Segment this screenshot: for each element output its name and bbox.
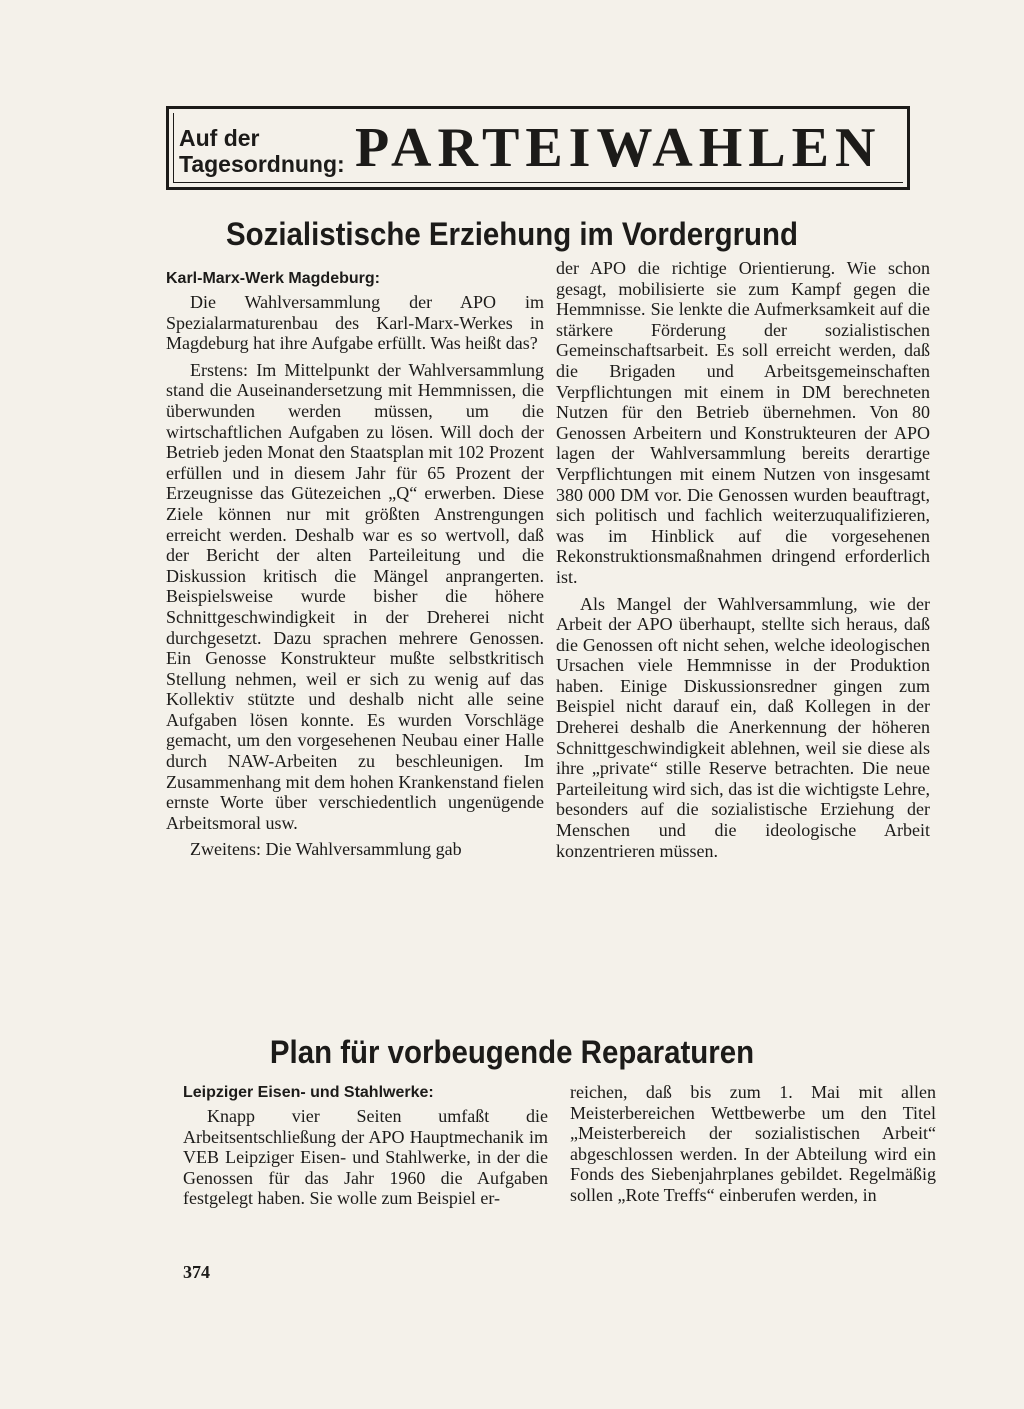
masthead-kicker: Auf der Tagesordnung: [179, 125, 345, 177]
paragraph: Zweitens: Die Wahlversammlung gab [190, 839, 462, 860]
article-2-headline: Plan für vorbeugende Reparaturen [269, 1034, 755, 1070]
paragraph: Erstens: Im Mittelpunkt der Wahlversammlung stand die Auseinandersetzung mit Hemmnissen, die überwunden werden müssen, um die wirtschaftlichen Aufgaben zu lösen. Will doch der Betrieb jeden Monat den Staatsplan mit 102 Prozent erfüllen und in diesem Jahr für 65 Prozent der Erzeugnisse das Gütezeichen „Q“ erwerben. Diese Ziele können nur mit größten Anstrengungen erreicht werden. Deshalb war es so wertvoll, daß der Bericht der alten Parteileitung und die Diskussion kritisch die Mängel anprangerten. Beispielsweise wurde bisher die höhere Schnittgeschwindigkeit in der Dreherei nicht durchgesetzt. Dazu sprachen mehrere Genossen. Ein Genosse Konstrukteur mußte selbstkritisch Stellung nehmen, weil er sich zu wenig auf das Kollektiv stützte und deshalb nicht alle seine Aufgaben lösen konnte. Es wurden Vorschläge gemacht, um den vorgesehenen Neubau einer Halle durch NAW-Arbeiten zu beschleunigen. Im Zusammenhang mit dem hohen Krankenstand fielen ernste Worte über verschiedentlich ungenügende Arbeitsmoral usw. [166, 359, 544, 833]
paragraph: Die Wahlversammlung der APO im Spezialarmaturenbau des Karl-Marx-Werkes in Magdeburg hat ihre Aufgabe erfüllt. Was heißt das? [166, 292, 544, 354]
article-1-dateline: Karl-Marx-Werk Magdeburg: [166, 270, 380, 287]
article-2-column-1 [183, 1082, 548, 1209]
section-masthead [166, 106, 910, 190]
article-1-headline: Sozialistische Erziehung im Vordergrund [225, 216, 798, 252]
paragraph: reichen, daß bis zum 1. Mai mit allen Meisterbereichen Wettbewerbe um den Titel „Meisterbereich der sozialistischen Arbeit“ abgeschlossen werden. In der Abteilung wird ein Fonds des Siebenjahrplanes gebildet. Regelmäßig sollen „Rote Treffs“ einberufen werden, in [570, 1082, 936, 1205]
masthead-title: PARTEIWAHLEN [355, 117, 882, 179]
page-number: 374 [183, 1262, 210, 1282]
paragraph: Knapp vier Seiten umfaßt die Arbeitsentschließung der APO Hauptmechanik im VEB Leipziger Eisen- und Stahlwerke, in der die Genossen für das Jahr 1960 die Aufgaben festgelegt haben. Sie wolle zum Beispiel er- [183, 1106, 548, 1209]
article-1-column-2 [556, 258, 930, 861]
paragraph: Als Mangel der Wahlversammlung, wie der Arbeit der APO überhaupt, stellte sich heraus, daß die Genossen oft nicht sehen, welche ideologischen Ursachen viele Hemmnisse in der Produktion haben. Einige Diskussionsredner gingen zum Beispiel nicht darauf ein, daß Kollegen in der Dreherei deshalb die Anerkennung der höheren Schnittgeschwindigkeit ablehnen, weil sie diese als ihre „private“ stille Reserve betrachten. Die neue Parteileitung wird sich, das ist die wichtigste Lehre, besonders auf die sozialistische Erziehung der Menschen und die ideologische Arbeit konzentrieren müssen. [556, 593, 930, 861]
article-2-dateline: Leipziger Eisen- und Stahlwerke: [183, 1084, 434, 1101]
paragraph: der APO die richtige Orientierung. Wie schon gesagt, mobilisierte sie zum Kampf gegen die Hemmnisse. Sie lenkte die Aufmerksamkeit auf die stärkere Förderung der sozialistischen Gemeinschaftsarbeit. Es soll erreicht werden, daß die Brigaden und Arbeitsgemeinschaften Verpflichtungen mit einem in DM berechneten Nutzen für den Betrieb übernehmen. Von 80 Genossen Arbeitern und Konstrukteuren der APO lagen der Wahlversammlung bereits derartige Verpflichtungen mit einem Nutzen von insgesamt 380 000 DM vor. Die Genossen wurden beauftragt, sich politisch und fachlich weiterzuqualifizieren, was im Hinblick auf die vorgesehenen Rekonstruktionsmaßnahmen dringend erforderlich ist. [556, 258, 930, 587]
article-2-column-2 [570, 1082, 936, 1206]
article-1-column-1 [166, 268, 544, 860]
